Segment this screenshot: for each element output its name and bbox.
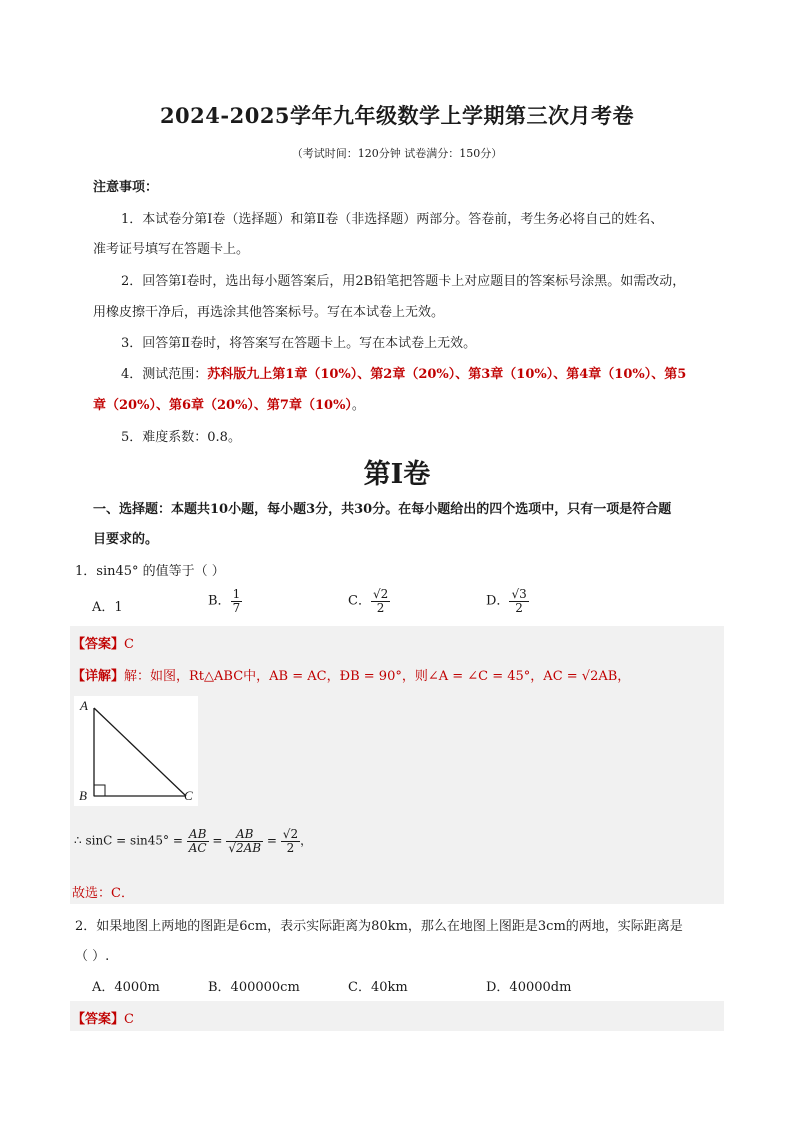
vertex-c-label: C xyxy=(184,788,193,803)
q2-answer-block xyxy=(70,1001,724,1031)
q1-detail: 【详解】解：如图，Rt△ABC中，AB = AC，ÐB = 90°，则∠A = ∠C = 45°，AC = √2AB， xyxy=(72,669,631,684)
q1-option-a: A．1 xyxy=(92,600,123,615)
vertex-a-label: A xyxy=(80,698,88,713)
note-3: 3．回答第Ⅱ卷时，将答案写在答题卡上。写在本试卷上无效。 xyxy=(121,336,477,351)
q2-stem-line-2: （ ）. xyxy=(75,949,110,964)
note-4-suffix: 。 xyxy=(351,398,365,413)
test-scope-line-1: 苏科版九上第1章（10%）、第2章（20%）、第3章（10%）、第4章（10%）、第5 xyxy=(207,367,687,382)
q2-option-b: B．400000cm xyxy=(208,980,300,995)
q1-option-b: B． $\frac{1}{7}$ xyxy=(208,587,241,615)
test-scope-line-2: 章（20%）、第6章（20%）、第7章（10%） xyxy=(93,398,352,413)
note-4-line-2 xyxy=(93,394,365,413)
q2-option-c: C．40km xyxy=(348,980,408,995)
note-2-line-2: 用橡皮擦干净后，再选涂其他答案标号。写在本试卷上无效。 xyxy=(93,305,445,320)
q1-answer: 【答案】C xyxy=(72,637,134,652)
page-title: 2024-2025学年九年级数学上学期第三次月考卷 xyxy=(159,103,635,128)
q1-option-d: D． $\frac{√3}{2}$ xyxy=(486,587,527,615)
note-5: 5．难度系数：0.8。 xyxy=(121,430,241,445)
q1-stem: 1．sin45° 的值等于（ ） xyxy=(75,564,225,579)
note-1-line-1: 1．本试卷分第Ⅰ卷（选择题）和第Ⅱ卷（非选择题）两部分。答卷前，考生务必将自己的姓名、 xyxy=(121,212,664,227)
note-1-line-2: 准考证号填写在答题卡上。 xyxy=(93,242,250,257)
q2-option-d: D．40000dm xyxy=(486,980,572,995)
section-title: 第Ⅰ卷 xyxy=(363,459,431,490)
q2-stem-line-1: 2．如果地图上两地的图距是6cm，表示实际距离为80km，那么在地图上图距是3cm的两地，实际距离是 xyxy=(75,919,683,934)
exam-info: （考试时间：120分钟 试卷满分：150分） xyxy=(291,147,503,160)
section-instruction-line-1: 一、选择题：本题共10小题，每小题3分，共30分。在每小题给出的四个选项中，只有一项是符合题 xyxy=(93,502,672,517)
note-2-line-1: 2．回答第Ⅰ卷时，选出每小题答案后，用2B铅笔把答题卡上对应题目的答案标号涂黑。如需改动， xyxy=(121,274,686,289)
q2-option-a: A．4000m xyxy=(92,980,160,995)
right-triangle-figure xyxy=(74,696,198,806)
vertex-b-label: B xyxy=(79,788,87,803)
q1-conclusion: 故选：C． xyxy=(72,886,134,901)
note-4-line-1 xyxy=(121,363,686,382)
q2-answer: 【答案】C xyxy=(72,1012,134,1027)
q1-formula: ∴ sinC = sin45° = $\frac{AB}{AC}$ = $\frac{AB}{√2AB}$ = $\frac{√2}{2}$ ， xyxy=(74,827,313,855)
notes-heading: 注意事项： xyxy=(93,180,159,195)
triangle-diagram xyxy=(74,696,198,806)
q1-option-c: C． $\frac{√2}{2}$ xyxy=(348,587,389,615)
note-4-prefix: 4．测试范围： xyxy=(121,367,208,382)
section-instruction-line-2: 目要求的。 xyxy=(93,532,159,547)
